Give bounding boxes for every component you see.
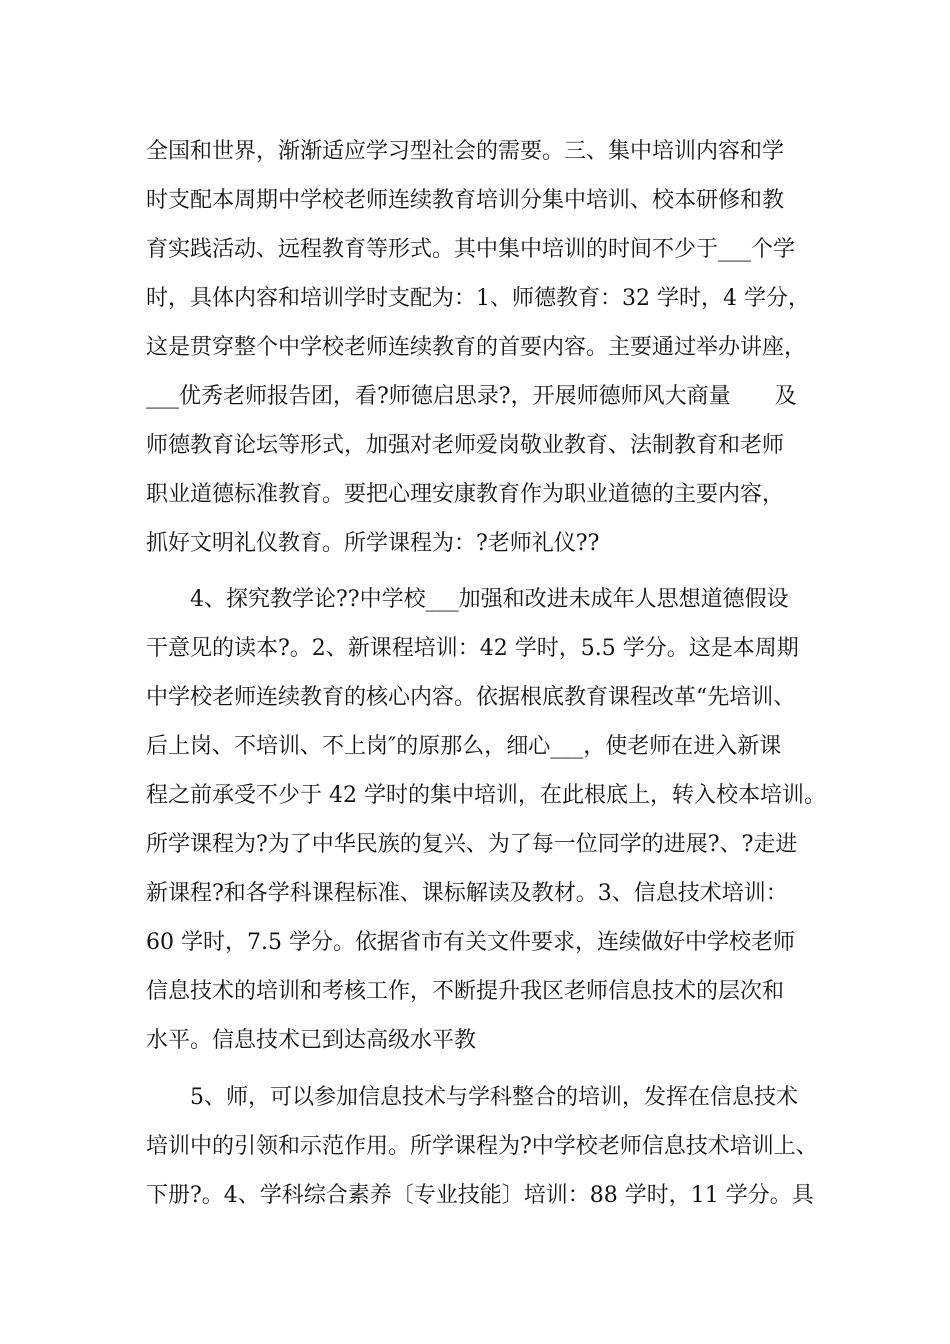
- text-line: 所学课程为?为了中华民族的复兴、为了每一位同学的进展?、?走进: [146, 832, 798, 857]
- text-line: 育实践活动、远程教育等形式。其中集中培训的时间不少于___个学: [146, 237, 796, 262]
- text-line: 抓好文明礼仪教育。所学课程为：?老师礼仪??: [146, 531, 600, 556]
- text-line: 后上岗、不培训、不上岗″的原那么，细心___，使老师在进入新课: [146, 734, 782, 759]
- text-line: 程之前承受不少于 42 学时的集中培训，在此根底上，转入校本培训。: [146, 783, 826, 808]
- text-line: 干意见的读本?。2、新课程培训：42 学时，5.5 学分。这是本周期: [146, 636, 799, 661]
- text-line: 中学校老师连续教育的核心内容。依据根底教育课程改革“先培训、: [146, 685, 796, 710]
- text-line: 5、师，可以参加信息技术与学科整合的培训，发挥在信息技术: [146, 1085, 798, 1110]
- text-line: 4、探究教学论??中学校___加强和改进未成年人思想道德假设: [146, 587, 789, 612]
- text-line: 60 学时，7.5 学分。依据省市有关文件要求，连续做好中学校老师: [146, 930, 795, 955]
- text-line: 培训中的引领和示范作用。所学课程为?中学校老师信息技术培训上、: [146, 1134, 818, 1159]
- text-line: 这是贯穿整个中学校老师连续教育的首要内容。主要通过举办讲座，: [146, 335, 807, 360]
- text-line: 水平。信息技术已到达高级水平教: [146, 1028, 477, 1053]
- text-line: 师德教育论坛等形式，加强对老师爱岗敬业教育、法制教育和老师: [146, 433, 785, 458]
- text-line: 信息技术的培训和考核工作，不断提升我区老师信息技术的层次和: [146, 979, 785, 1004]
- text-line: 新课程?和各学科课程标准、课标解读及教材。3、信息技术培训：: [146, 881, 788, 906]
- text-line: 全国和世界，渐渐适应学习型社会的需要。三、集中培训内容和学: [146, 139, 785, 164]
- text-line: 时支配本周期中学校老师连续教育培训分集中培训、校本研修和教: [146, 188, 785, 213]
- text-line: 时，具体内容和培训学时支配为：1、师德教育：32 学时，4 学分，: [146, 286, 810, 311]
- text-line: ___优秀老师报告团，看?师德启思录?，开展师德师风大商量 及: [146, 384, 797, 409]
- text-line: 职业道德标准教育。要把心理安康教育作为职业道德的主要内容，: [146, 482, 785, 507]
- text-line: 下册?。4、学科综合素养〔专业技能〕培训：88 学时，11 学分。具: [146, 1183, 814, 1208]
